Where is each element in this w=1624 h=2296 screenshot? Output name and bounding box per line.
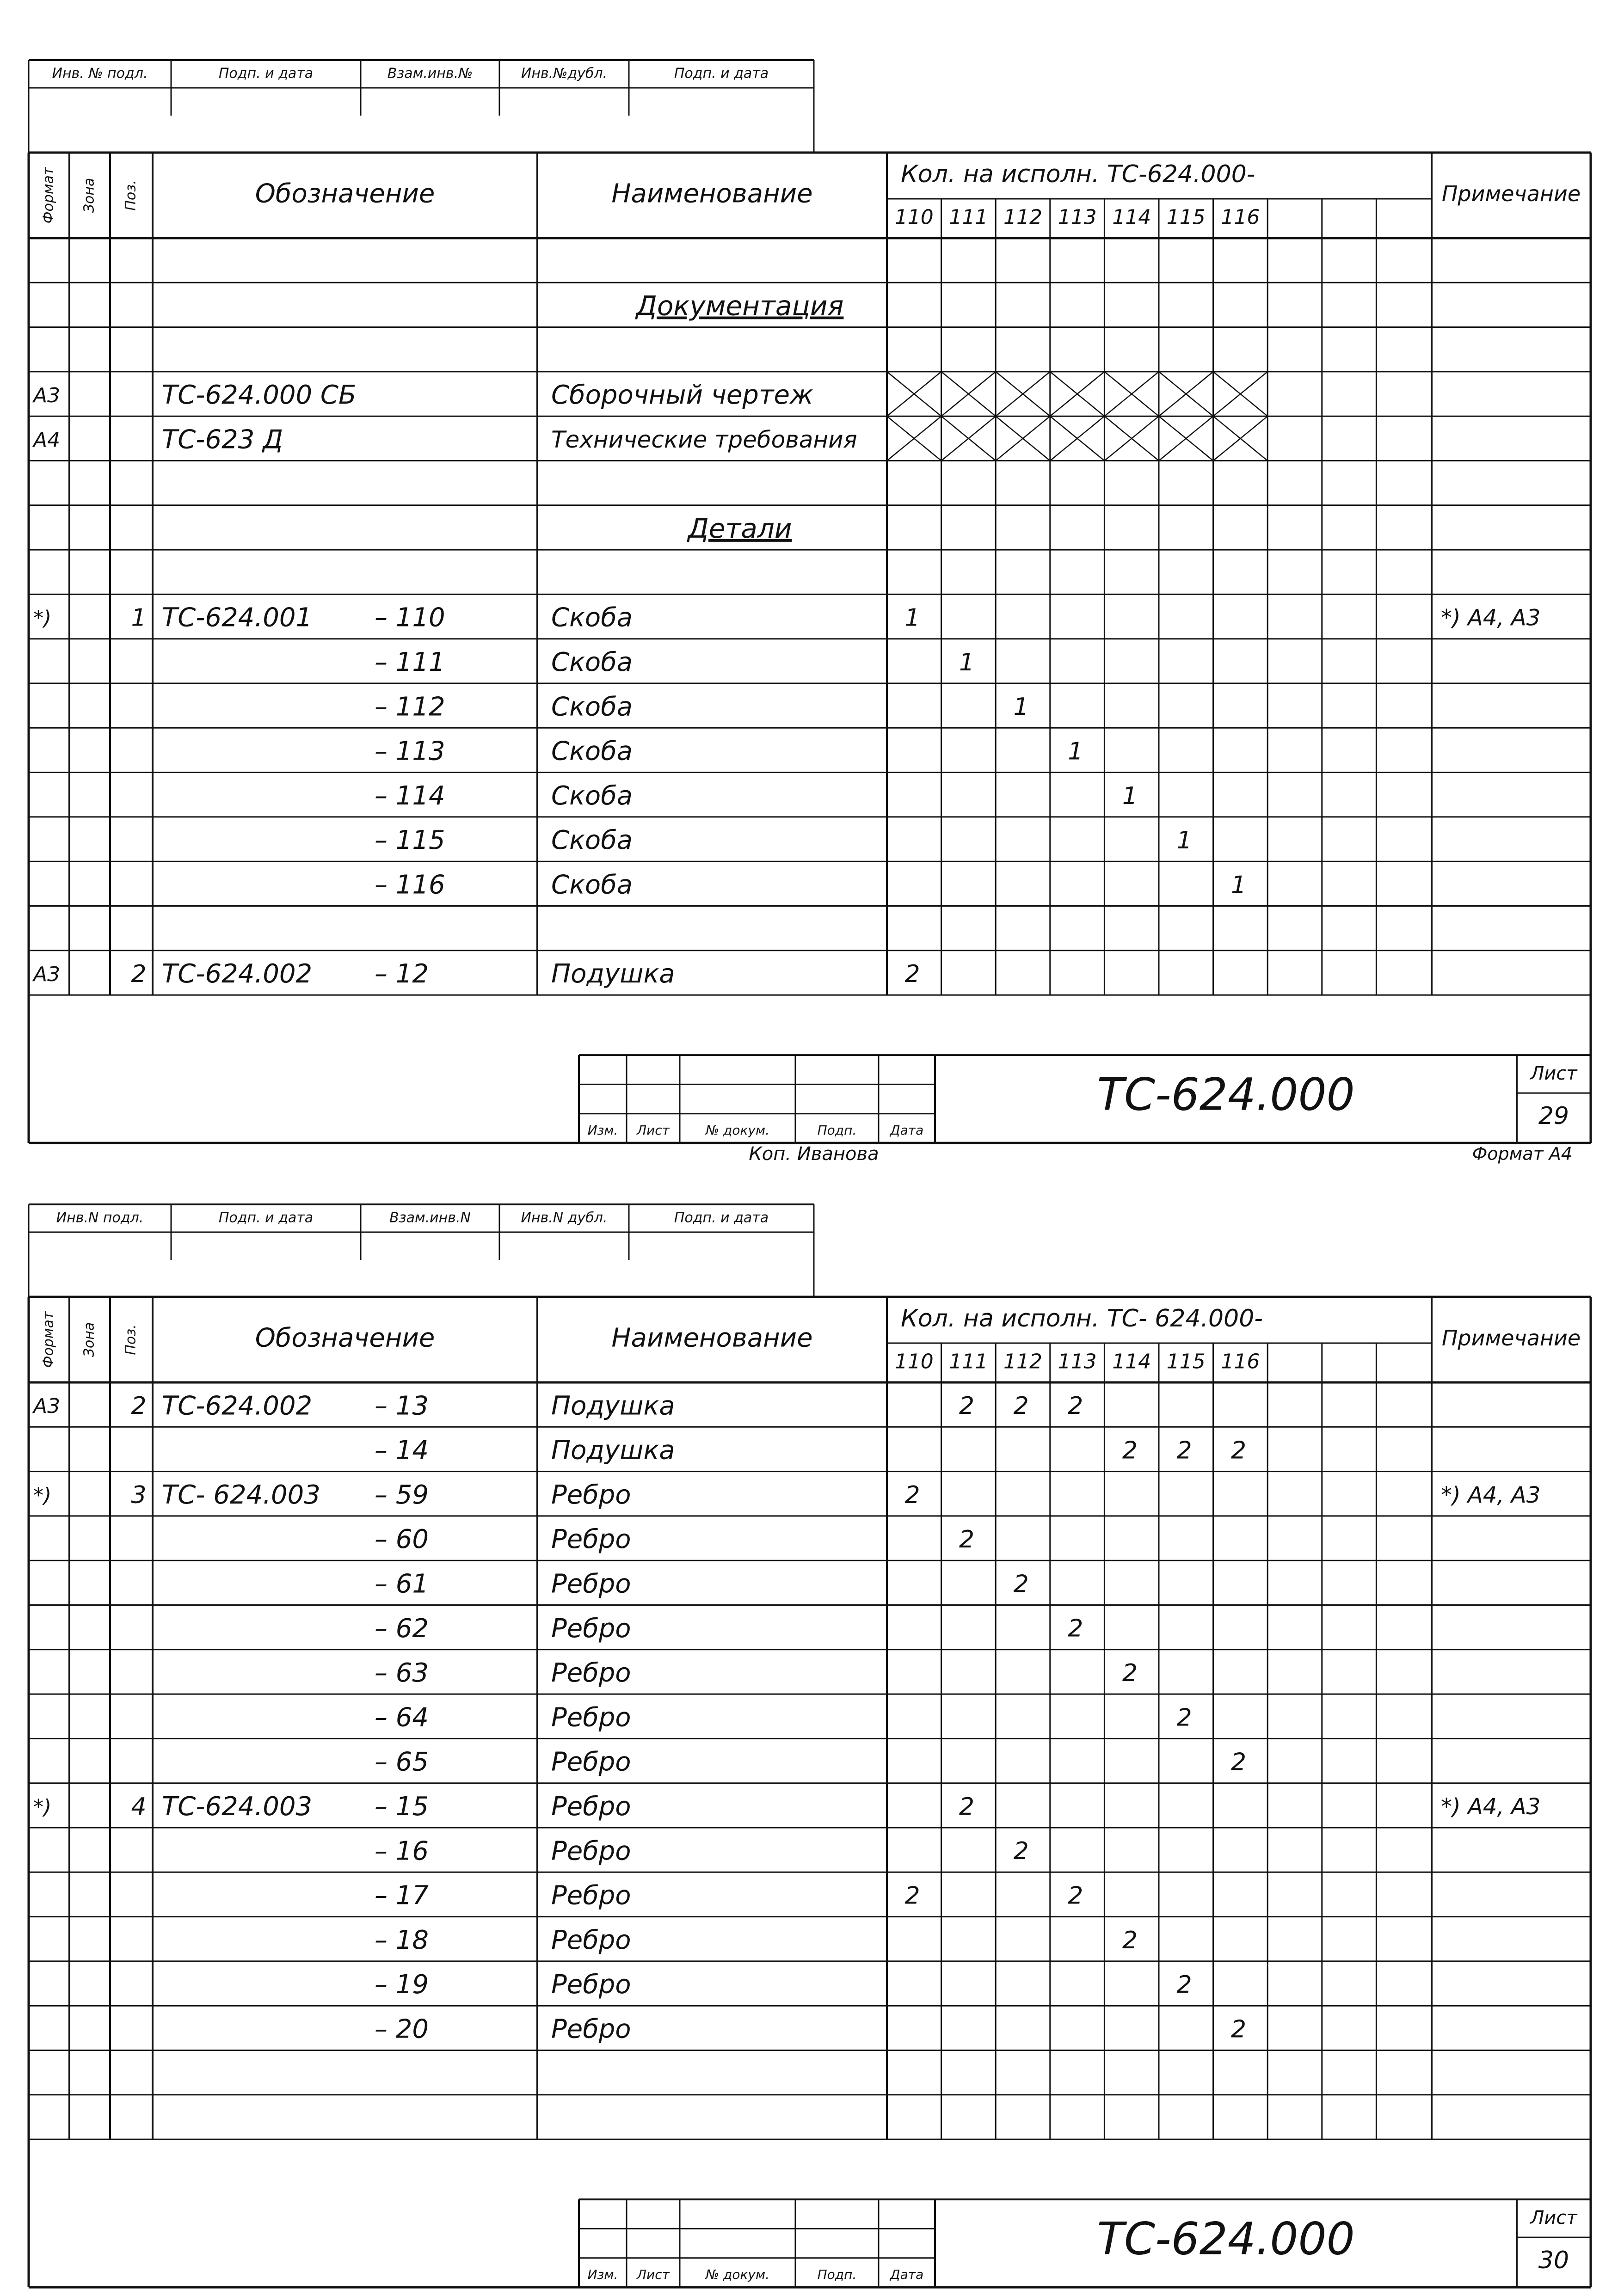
cell-name: Ребро <box>551 1524 631 1555</box>
cell-name: Ребро <box>551 1880 631 1911</box>
cell-designation: ТС-624.002 <box>162 959 313 989</box>
cell-variant: – 16 <box>375 1836 429 1866</box>
cell-pos: 3 <box>131 1481 147 1509</box>
header-variant: 115 <box>1166 1350 1206 1374</box>
cell-qty: 1 <box>1176 827 1192 855</box>
cell-qty: 2 <box>1068 1392 1083 1420</box>
header-variant: 110 <box>894 1350 934 1374</box>
header-format: Формат <box>40 1311 57 1368</box>
sheet-number: 29 <box>1538 1102 1569 1130</box>
cell-name: Ребро <box>551 1569 631 1599</box>
cell-qty: 1 <box>1231 871 1247 899</box>
cell-format: А3 <box>33 384 61 408</box>
cell-variant: – 12 <box>375 959 429 989</box>
cell-name: Подушка <box>551 1391 675 1421</box>
cell-qty: 2 <box>1231 1748 1247 1776</box>
cell-variant: – 113 <box>375 736 445 767</box>
cell-qty: 2 <box>904 960 920 988</box>
header-variant: 116 <box>1221 1350 1260 1374</box>
titleblock-label: Дата <box>890 1123 924 1138</box>
titleblock-label: Лист <box>637 2267 670 2283</box>
cell-variant: – 65 <box>375 1747 429 1777</box>
cell-qty: 2 <box>1231 2015 1247 2044</box>
stamp-label: Подп. и дата <box>674 65 769 82</box>
cell-designation: ТС-624.000 СБ <box>162 380 357 411</box>
stamp-label: Инв.N дубл. <box>521 1209 608 1226</box>
cell-pos: 2 <box>131 1392 147 1420</box>
cell-qty: 2 <box>1013 1570 1029 1598</box>
cell-designation: ТС-623 Д <box>162 424 283 455</box>
cell-name: Скоба <box>551 602 633 633</box>
header-variant: 115 <box>1166 205 1206 229</box>
cell-variant: – 61 <box>375 1569 429 1599</box>
cell-name: Ребро <box>551 1480 631 1510</box>
cell-variant: – 62 <box>375 1613 429 1644</box>
header-designation: Обозначение <box>255 1323 435 1353</box>
header-variant: 113 <box>1058 1350 1097 1374</box>
cell-name: Ребро <box>551 1970 631 2000</box>
cell-format: А3 <box>33 1394 61 1418</box>
titleblock-label: № докум. <box>705 2267 770 2283</box>
sheet-label: Лист <box>1530 2207 1577 2229</box>
stamp-label: Подп. и дата <box>218 65 314 82</box>
header-variant: 114 <box>1112 1350 1151 1374</box>
titleblock-label: Изм. <box>587 1123 618 1138</box>
cell-name: Ребро <box>551 2014 631 2044</box>
header-variant: 110 <box>894 205 934 229</box>
titleblock-label: Дата <box>890 2267 924 2283</box>
cell-qty: 1 <box>1013 693 1029 721</box>
cell-format: *) <box>33 1483 52 1507</box>
cell-name: Ребро <box>551 1613 631 1644</box>
titleblock-label: Лист <box>637 1123 670 1138</box>
cell-name: Скоба <box>551 825 633 856</box>
header-variant: 111 <box>949 205 988 229</box>
cell-variant: – 17 <box>375 1880 429 1911</box>
cell-designation: ТС- 624.003 <box>162 1480 320 1510</box>
cell-qty: 1 <box>959 648 975 676</box>
cell-variant: – 110 <box>375 602 445 633</box>
sheet-label: Лист <box>1530 1063 1577 1085</box>
cell-qty: 2 <box>959 1793 975 1821</box>
cell-qty: 2 <box>1176 1971 1192 1999</box>
cell-designation: ТС-624.002 <box>162 1391 313 1421</box>
titleblock-label: Подп. <box>817 2267 857 2283</box>
stamp-label: Взам.инв.N <box>389 1209 471 1226</box>
cell-name: Ребро <box>551 1791 631 1822</box>
cell-format: *) <box>33 1795 52 1819</box>
header-designation: Обозначение <box>255 178 435 209</box>
cell-name: Подушка <box>551 959 675 989</box>
cell-name: Сборочный чертеж <box>551 380 813 411</box>
titleblock-label: Подп. <box>817 1123 857 1138</box>
header-variant: 116 <box>1221 205 1260 229</box>
sheet-number: 30 <box>1538 2247 1569 2275</box>
titleblock-label: Изм. <box>587 2267 618 2283</box>
cell-variant: – 114 <box>375 780 445 811</box>
stamp-label: Взам.инв.№ <box>387 65 473 82</box>
header-variant: 114 <box>1112 205 1151 229</box>
cell-qty: 2 <box>1122 1926 1138 1954</box>
header-variant: 112 <box>1003 1350 1042 1374</box>
cell-variant: – 20 <box>375 2014 429 2044</box>
header-name: Наименование <box>611 178 813 209</box>
cell-qty: 2 <box>904 1481 920 1509</box>
header-name: Наименование <box>611 1323 813 1353</box>
cell-qty: 1 <box>1068 737 1083 766</box>
cell-format: А3 <box>33 962 61 986</box>
cell-note: *) А4, А3 <box>1441 605 1541 631</box>
cell-variant: – 115 <box>375 825 445 856</box>
header-note: Примечание <box>1441 1326 1581 1351</box>
section-heading: Детали <box>688 513 792 545</box>
stamp-label: Подп. и дата <box>674 1209 769 1226</box>
cell-note: *) А4, А3 <box>1441 1793 1541 1820</box>
cell-name: Технические требования <box>551 426 857 453</box>
cell-variant: – 19 <box>375 1970 429 2000</box>
stamp-label: Инв. № подл. <box>52 65 148 82</box>
cell-format: А4 <box>33 428 61 452</box>
cell-qty: 2 <box>1013 1392 1029 1420</box>
cell-variant: – 13 <box>375 1391 429 1421</box>
cell-name: Ребро <box>551 1658 631 1688</box>
sheet-1 <box>29 60 1591 1165</box>
cell-variant: – 116 <box>375 870 445 900</box>
header-format: Формат <box>40 167 57 224</box>
cell-qty: 2 <box>959 1526 975 1554</box>
cell-name: Ребро <box>551 1925 631 1955</box>
titleblock-designation: ТС-624.000 <box>1097 2213 1355 2265</box>
cell-designation: ТС-624.001 <box>162 602 313 633</box>
cell-qty: 2 <box>1122 1437 1138 1465</box>
header-variant: 111 <box>949 1350 988 1374</box>
cell-qty: 2 <box>959 1392 975 1420</box>
header-variant: 113 <box>1058 205 1097 229</box>
cell-name: Ребро <box>551 1836 631 1866</box>
cell-qty: 1 <box>1122 782 1138 810</box>
cell-name: Скоба <box>551 736 633 767</box>
stamp-label: Инв.№дубл. <box>521 65 608 82</box>
cell-variant: – 64 <box>375 1702 429 1733</box>
cell-pos: 4 <box>131 1793 147 1821</box>
cell-variant: – 18 <box>375 1925 429 1955</box>
cell-qty: 2 <box>1068 1615 1083 1643</box>
cell-name: Скоба <box>551 647 633 677</box>
cell-qty: 2 <box>1013 1837 1029 1866</box>
header-variant: 112 <box>1003 205 1042 229</box>
cell-variant: – 14 <box>375 1435 429 1466</box>
cell-format: *) <box>33 606 52 630</box>
cell-variant: – 111 <box>375 647 445 677</box>
titleblock-designation: ТС-624.000 <box>1097 1068 1355 1121</box>
cell-name: Ребро <box>551 1747 631 1777</box>
cell-variant: – 63 <box>375 1658 429 1688</box>
cell-variant: – 60 <box>375 1524 429 1555</box>
titleblock-label: № докум. <box>705 1123 770 1138</box>
header-note: Примечание <box>1441 181 1581 206</box>
cell-qty: 2 <box>1068 1882 1083 1910</box>
cell-qty: 2 <box>1122 1659 1138 1687</box>
cell-name: Скоба <box>551 780 633 811</box>
cell-name: Ребро <box>551 1702 631 1733</box>
cell-qty: 2 <box>904 1882 920 1910</box>
cell-pos: 2 <box>131 960 147 988</box>
cell-variant: – 59 <box>375 1480 429 1510</box>
cell-name: Скоба <box>551 870 633 900</box>
header-qty-title: Кол. на исполн. ТС- 624.000- <box>901 1305 1263 1332</box>
cell-note: *) А4, А3 <box>1441 1482 1541 1508</box>
section-heading: Документация <box>636 290 844 322</box>
header-pos: Поз. <box>123 180 139 211</box>
cell-pos: 1 <box>131 604 147 632</box>
cell-qty: 2 <box>1176 1437 1192 1465</box>
stamp-label: Инв.N подл. <box>56 1209 144 1226</box>
cell-qty: 1 <box>904 604 920 632</box>
cell-qty: 2 <box>1176 1704 1192 1732</box>
cell-qty: 2 <box>1231 1437 1247 1465</box>
cell-variant: – 112 <box>375 692 445 722</box>
header-zone: Зона <box>81 178 98 213</box>
format-note: Формат А4 <box>1472 1143 1572 1164</box>
cell-variant: – 15 <box>375 1791 429 1822</box>
header-qty-title: Кол. на исполн. ТС-624.000- <box>901 160 1255 188</box>
cell-designation: ТС-624.003 <box>162 1791 313 1822</box>
sheet-2 <box>29 1204 1591 2287</box>
copied-by-note: Коп. Иванова <box>749 1143 879 1165</box>
stamp-label: Подп. и дата <box>218 1209 314 1226</box>
cell-name: Подушка <box>551 1435 675 1466</box>
cell-name: Скоба <box>551 692 633 722</box>
header-pos: Поз. <box>123 1324 139 1355</box>
header-zone: Зона <box>81 1322 98 1357</box>
